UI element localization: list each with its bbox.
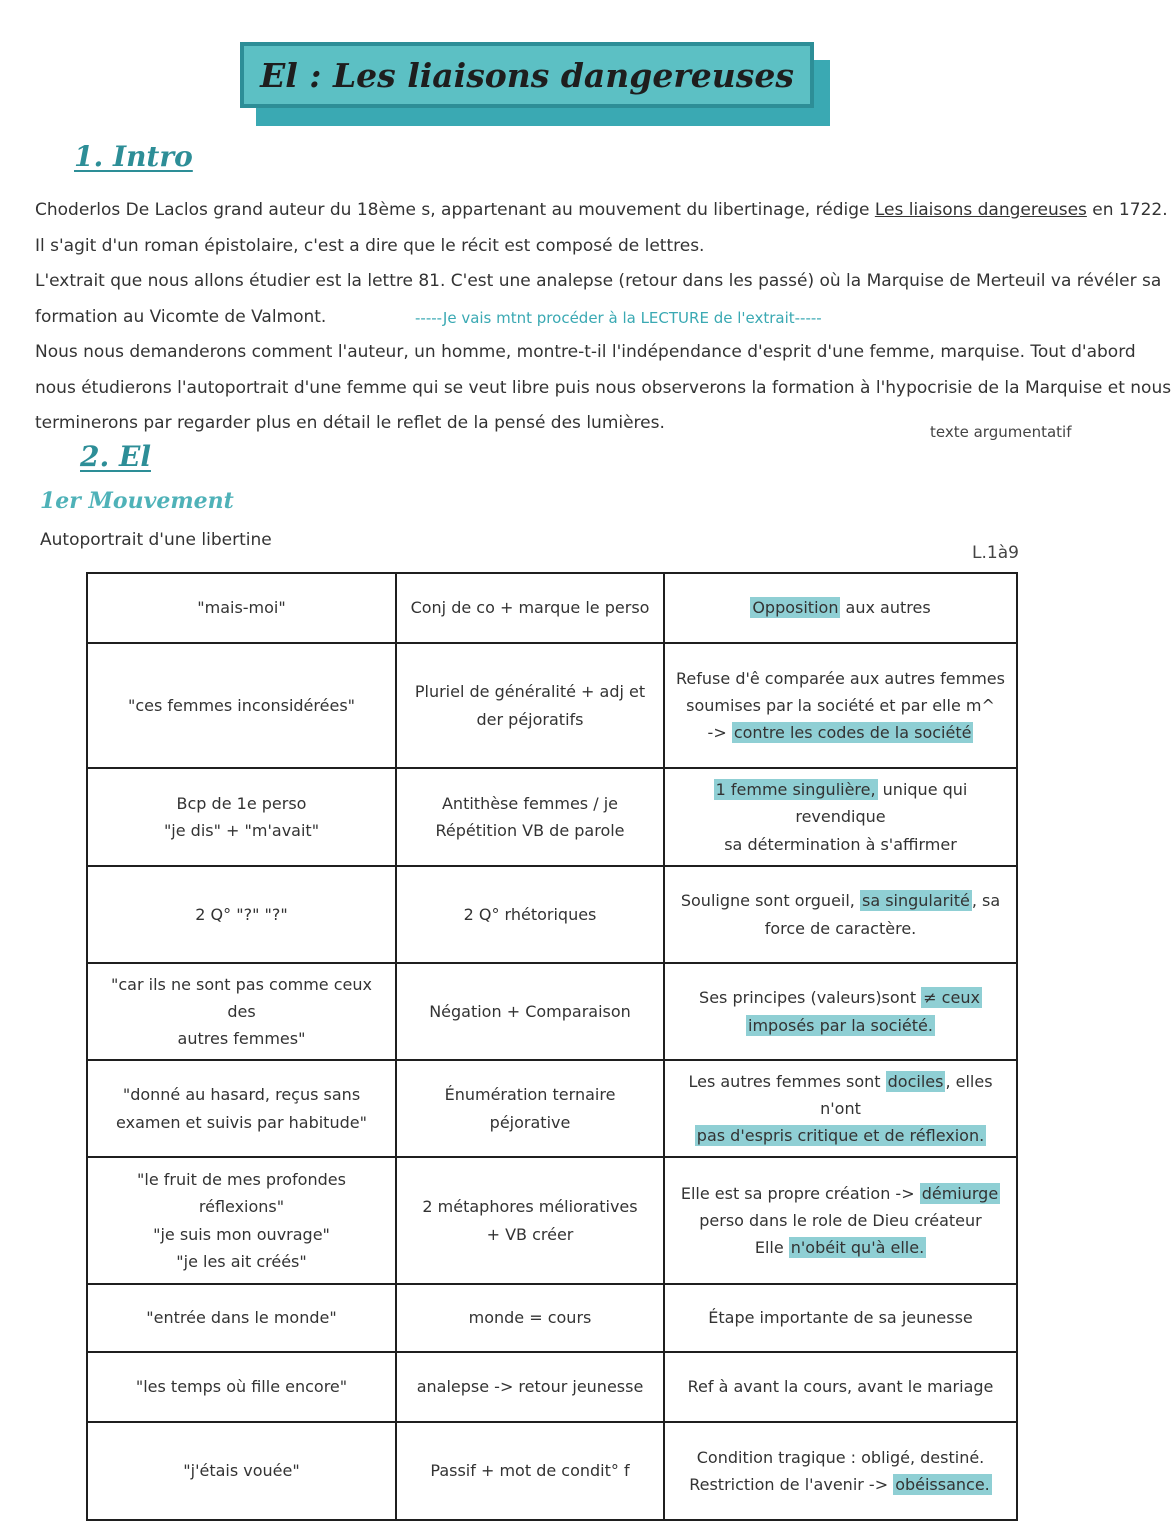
interpretation-line xyxy=(675,1012,1006,1039)
citation-cell-line: autres femmes" xyxy=(177,1029,306,1049)
highlighted-text: pas d'espris critique et de réflexion. xyxy=(696,1126,985,1146)
procede-cell-line: 2 métaphores mélioratives xyxy=(422,1197,638,1217)
interpretation-line xyxy=(675,831,1006,858)
movement-heading: 1er Mouvement xyxy=(40,488,234,514)
interpretation-line xyxy=(675,1122,1006,1149)
interpretation-cell xyxy=(664,1284,1017,1352)
plain-text: , elles n'ont xyxy=(820,1071,993,1118)
interpretation-line xyxy=(675,1304,1006,1331)
intro-line-7: terminerons par regarder plus en détail le reflet de la pensé des lumières. xyxy=(35,413,665,433)
interpretation-line xyxy=(675,984,1006,1011)
procede-cell xyxy=(396,1422,664,1520)
interpretation-line xyxy=(675,1207,1006,1234)
procede-cell xyxy=(396,1060,664,1157)
procede-cell xyxy=(396,963,664,1060)
highlighted-text: 1 femme singulière, xyxy=(715,780,876,800)
plain-text: Ref à avant la cours, avant le mariage xyxy=(687,1377,994,1397)
interpretation-line xyxy=(675,776,1006,830)
plain-text: soumises par la société et par elle m^ xyxy=(686,695,995,715)
interpretation-line xyxy=(675,1444,1006,1471)
plain-text: Refuse d'ê comparée aux autres femmes xyxy=(676,668,1005,688)
citation-cell xyxy=(87,1422,396,1520)
book-title: Les liaisons dangereuses xyxy=(874,200,1087,220)
citation-cell-line: "je dis" + "m'avait" xyxy=(163,821,320,840)
table-row xyxy=(87,963,1017,1060)
citation-cell xyxy=(87,643,396,768)
procede-cell-line: Répétition VB de parole xyxy=(435,821,625,840)
interpretation-line xyxy=(675,1068,1006,1122)
citation-cell-line: "j'étais vouée" xyxy=(183,1461,300,1481)
interpretation-line xyxy=(675,1234,1006,1261)
interpretation-cell xyxy=(664,1060,1017,1157)
interpretation-line xyxy=(675,1180,1006,1207)
highlighted-text: contre les codes de la société xyxy=(733,723,972,743)
citation-cell-line: "le fruit de mes profondes réflexions" xyxy=(137,1170,346,1217)
plain-text: Souligne sont orgueil, xyxy=(680,891,860,911)
citation-cell xyxy=(87,768,396,866)
interpretation-line xyxy=(675,719,1006,746)
highlighted-text: obéissance. xyxy=(895,1475,990,1494)
interpretation-line xyxy=(675,1373,1006,1400)
citation-cell-line: "je les ait créés" xyxy=(176,1251,307,1271)
el-heading: 2. El xyxy=(80,440,151,473)
procede-cell xyxy=(396,866,664,963)
highlighted-text: Opposition xyxy=(752,598,839,618)
table-row xyxy=(87,1157,1017,1284)
interpretation-cell xyxy=(664,1352,1017,1422)
interpretation-line xyxy=(675,915,1006,942)
highlighted-text: imposés par la société. xyxy=(748,1015,933,1035)
page-title: El : Les liaisons dangereuses xyxy=(240,42,814,108)
citation-cell xyxy=(87,1157,396,1284)
plain-text: unique qui revendique xyxy=(795,780,968,827)
interpretation-line xyxy=(675,887,1006,914)
plain-text: Elle est sa propre création -> xyxy=(680,1183,920,1203)
procede-cell-line: Énumération ternaire péjorative xyxy=(444,1085,616,1132)
procede-cell xyxy=(396,1157,664,1284)
plain-text: Les autres femmes sont xyxy=(688,1071,886,1091)
intro-line-1-b: en 1722. xyxy=(1086,200,1168,220)
procede-cell-line: + VB créer xyxy=(486,1224,574,1244)
table-row xyxy=(87,573,1017,643)
procede-cell-line: Négation + Comparaison xyxy=(429,1001,631,1021)
plain-text: perso dans le role de Dieu créateur xyxy=(699,1210,982,1230)
procede-cell-line: monde = cours xyxy=(468,1308,592,1328)
intro-line-6: nous étudierons l'autoportrait d'une femme qui se veut libre puis nous observerons la formation à l'hypocrisie de la Marquise et nous xyxy=(35,378,1171,398)
plain-text: sa détermination à s'affirmer xyxy=(724,834,957,854)
plain-text: Restriction de l'avenir -> xyxy=(689,1475,894,1494)
interpretation-line xyxy=(675,1471,1006,1498)
citation-cell-line: "entrée dans le monde" xyxy=(146,1308,337,1328)
citation-cell xyxy=(87,866,396,963)
plain-text: Condition tragique : obligé, destiné. xyxy=(696,1447,985,1467)
citation-cell-line: examen et suivis par habitude" xyxy=(116,1112,367,1132)
intro-line-2: Il s'agit d'un roman épistolaire, c'est a dire que le récit est composé de lettres. xyxy=(35,236,705,256)
table-row xyxy=(87,1422,1017,1520)
procede-cell-line: analepse -> retour jeunesse xyxy=(416,1377,644,1397)
plain-text: -> xyxy=(707,723,732,743)
citation-cell-line: "ces femmes inconsidérées" xyxy=(127,695,356,715)
lecture-note: -----Je vais mtnt procéder à la LECTURE de l'extrait----- xyxy=(415,309,822,327)
highlighted-text: n'obéit qu'à elle. xyxy=(790,1238,925,1258)
citation-cell-line: "mais-moi" xyxy=(197,598,286,618)
intro-line-5: Nous nous demanderons comment l'auteur, un homme, montre-t-il l'indépendance d'esprit d'une femme, marquise. Tout d'abord xyxy=(35,342,1136,362)
citation-cell xyxy=(87,573,396,643)
procede-cell xyxy=(396,643,664,768)
procede-cell-line: Conj de co + marque le perso xyxy=(410,598,650,618)
procede-cell-line: 2 Q° rhétoriques xyxy=(463,904,597,924)
procede-cell xyxy=(396,1352,664,1422)
citation-cell-line: 2 Q° "?" "?" xyxy=(195,904,288,924)
interpretation-cell xyxy=(664,643,1017,768)
table-row xyxy=(87,1352,1017,1422)
table-row xyxy=(87,1284,1017,1352)
procede-cell-line: Passif + mot de condit° f xyxy=(430,1461,630,1481)
intro-line-3: L'extrait que nous allons étudier est la lettre 81. C'est une analepse (retour dans les passé) où la Marquise de Merteuil va révéler sa xyxy=(35,271,1162,291)
intro-heading: 1. Intro xyxy=(74,140,193,173)
intro-line-1 xyxy=(35,200,1168,220)
interpretation-cell xyxy=(664,963,1017,1060)
table-row xyxy=(87,866,1017,963)
title-banner xyxy=(240,42,830,126)
procede-cell xyxy=(396,768,664,866)
plain-text: force de caractère. xyxy=(764,918,917,938)
citation-cell-line: "je suis mon ouvrage" xyxy=(153,1224,330,1244)
citation-cell xyxy=(87,1284,396,1352)
interpretation-cell xyxy=(664,768,1017,866)
plain-text: Ses principes (valeurs)sont xyxy=(699,988,922,1008)
citation-cell-line: Bcp de 1e perso xyxy=(176,793,307,813)
intro-line-1-a: Choderlos De Laclos grand auteur du 18ème s, appartenant au mouvement du libertinage, rédige xyxy=(35,200,875,220)
citation-cell xyxy=(87,1352,396,1422)
table-row xyxy=(87,768,1017,866)
highlighted-text: dociles xyxy=(887,1071,944,1091)
citation-cell xyxy=(87,963,396,1060)
intro-line-4: formation au Vicomte de Valmont. xyxy=(35,307,327,327)
line-reference: L.1à9 xyxy=(972,543,1019,563)
procede-cell-line: der péjoratifs xyxy=(476,709,584,729)
plain-text: Étape importante de sa jeunesse xyxy=(708,1308,973,1328)
citation-cell xyxy=(87,1060,396,1157)
highlighted-text: démiurge xyxy=(921,1183,999,1203)
procede-cell xyxy=(396,573,664,643)
citation-cell-line: "donné au hasard, reçus sans xyxy=(122,1085,361,1105)
procede-cell-line: Antithèse femmes / je xyxy=(441,793,618,813)
interpretation-cell xyxy=(664,1157,1017,1284)
interpretation-cell xyxy=(664,573,1017,643)
citation-cell-line: "car ils ne sont pas comme ceux des xyxy=(111,974,372,1021)
plain-text: , sa xyxy=(971,891,1001,911)
procede-cell-line: Pluriel de généralité + adj et xyxy=(414,682,646,702)
highlighted-text: ≠ ceux xyxy=(923,988,980,1008)
table-row xyxy=(87,1060,1017,1157)
interpretation-line xyxy=(675,692,1006,719)
side-note: texte argumentatif xyxy=(930,423,1072,441)
plain-text: Elle xyxy=(754,1238,789,1258)
interpretation-cell xyxy=(664,866,1017,963)
interpretation-cell xyxy=(664,1422,1017,1520)
analysis-table xyxy=(86,572,1018,1521)
interpretation-line xyxy=(675,665,1006,692)
movement-subtitle: Autoportrait d'une libertine xyxy=(40,530,272,550)
table-row xyxy=(87,643,1017,768)
highlighted-text: sa singularité xyxy=(861,891,970,911)
plain-text: aux autres xyxy=(840,598,931,618)
interpretation-line xyxy=(675,594,1006,621)
citation-cell-line: "les temps où fille encore" xyxy=(135,1377,348,1397)
procede-cell xyxy=(396,1284,664,1352)
